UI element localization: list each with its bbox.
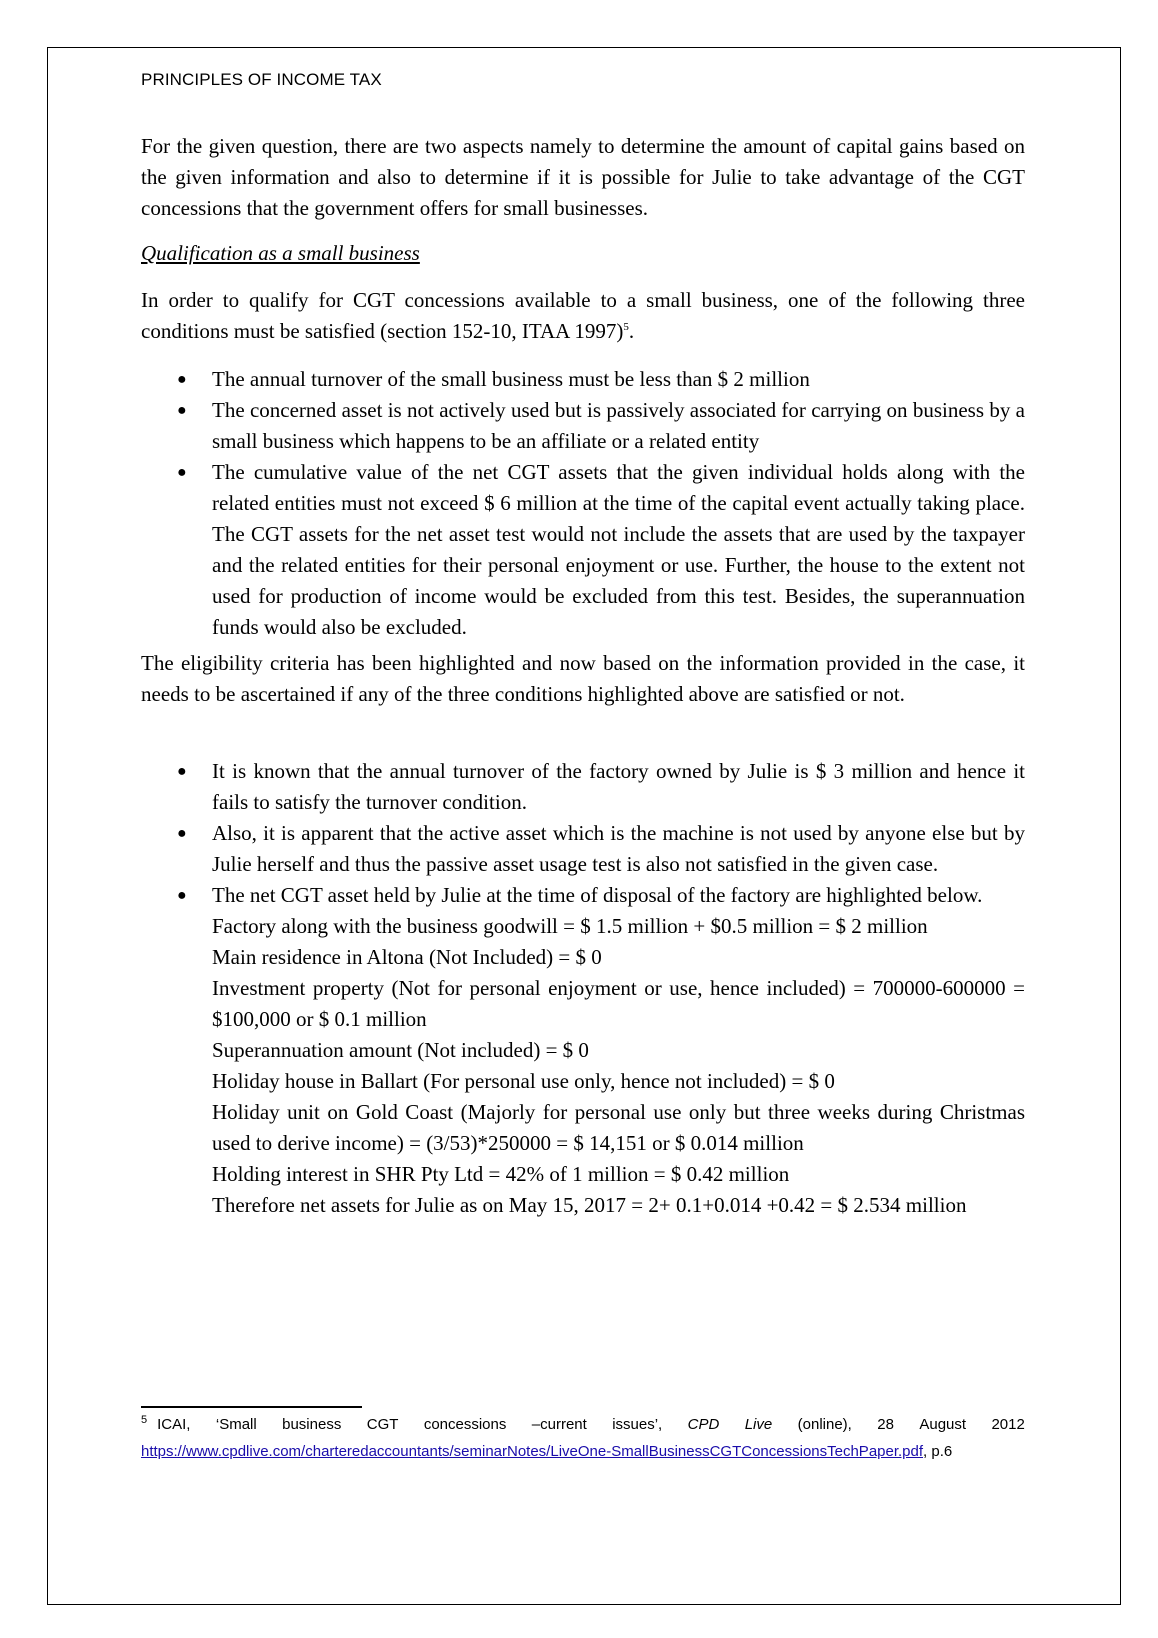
footnote-link-line [141,1439,1025,1465]
bullet-icon: ● [177,402,187,419]
asset-line-investment-property: Investment property (Not for personal enjoyment or use, hence included) = 700000-600000 = $100,000 or $ 0.1 million [212,976,1025,1031]
asset-line-superannuation: Superannuation amount (Not included) = $ 0 [212,1038,589,1062]
footnote-separator [141,1406,362,1408]
findings-list [141,756,1025,1221]
conditions-intro-text: In order to qualify for CGT concessions available to a small business, one of the following three conditions must be satisfied (section 152-10, ITAA 1997) [141,288,1025,343]
footnote-reference[interactable]: 5 [623,321,629,333]
bullet-icon: ● [177,763,187,780]
list-item [141,364,1025,395]
conditions-intro-paragraph [141,285,1025,347]
list-item [141,756,1025,818]
list-item-text: Also, it is apparent that the active asset which is the machine is not used by anyone else but by Julie herself and thus the passive asset usage test is also not satisfied in the given case. [212,821,1025,876]
list-item [141,457,1025,643]
footnote-word: concessions [423,1416,507,1433]
eligibility-paragraph: The eligibility criteria has been highlighted and now based on the information provided in the case, it needs to be ascertained if any of the three conditions highlighted above are satisfied or not. [141,651,1025,706]
footnote-word: issues’, [612,1416,663,1433]
conditions-intro-end: . [628,319,635,343]
footnote-number: 5 [141,1414,148,1426]
bullet-icon: ● [177,887,187,904]
bullet-icon: ● [177,371,187,388]
asset-line-factory: Factory along with the business goodwill = $ 1.5 million + $0.5 million = $ 2 million [212,914,928,938]
bullet-icon: ● [177,825,187,842]
footnote-word: 28 [877,1416,894,1433]
asset-line-shr-interest: Holding interest in SHR Pty Ltd = 42% of 1 million = $ 0.42 million [212,1162,790,1186]
asset-line-holiday-house: Holiday house in Ballart (For personal use only, hence not included) = $ 0 [212,1069,835,1093]
intro-paragraph: For the given question, there are two aspects namely to determine the amount of capital gains based on the given information and also to determine if it is possible for Julie to take advantage of the CGT concessions that the government offers for small businesses. [141,134,1025,220]
list-item-text: The concerned asset is not actively used but is passively associated for carrying on business by a small business which happens to be an affiliate or a related entity [212,398,1025,453]
footnote-word: 2012 [991,1416,1025,1433]
footnote [141,1412,1025,1465]
asset-line-holiday-unit: Holiday unit on Gold Coast (Majorly for personal use only but three weeks during Christmas used to derive income) = (3/53)*250000 = $ 14,151 or $ 0.014 million [212,1100,1025,1155]
asset-line-main-residence: Main residence in Altona (Not Included) = $ 0 [212,945,602,969]
bullet-icon: ● [177,464,187,481]
footnote-word: ‘Small [215,1416,257,1433]
list-item-text: It is known that the annual turnover of the factory owned by Julie is $ 3 million and hence it fails to satisfy the turnover condition. [212,759,1025,814]
list-item [141,880,1025,1221]
footnote-word: CPD [687,1416,720,1433]
footnote-citation [141,1412,1025,1439]
footnote-page: , p.6 [923,1443,953,1460]
footnote-word: –current [531,1416,587,1433]
running-header: PRINCIPLES OF INCOME TAX [141,70,382,89]
list-item-text: The net CGT asset held by Julie at the time of disposal of the factory are highlighted below. [212,883,983,907]
list-item-text: The annual turnover of the small business must be less than $ 2 million [212,367,810,391]
list-item-text: The cumulative value of the net CGT assets that the given individual holds along with the related entities must not exceed $ 6 million at the time of the capital event actually taking place. The CGT assets for the net asset test would not include the assets that are used by the taxpayer and the related entities for their personal enjoyment or use. Further, the house to the extent not used for production of income would be excluded from this test. Besides, the superannuation funds would also be excluded. [212,460,1025,639]
footnote-word: (online), [797,1416,852,1433]
section-heading: Qualification as a small business [141,241,420,265]
asset-line-total: Therefore net assets for Julie as on May 15, 2017 = 2+ 0.1+0.014 +0.42 = $ 2.534 million [212,1193,967,1217]
footnote-word: Live [744,1416,773,1433]
conditions-list [141,364,1025,643]
footnote-link[interactable]: https://www.cpdlive.com/charteredaccountants/seminarNotes/LiveOne-SmallBusinessCGTConcessionsTechPaper.pdf [141,1443,924,1460]
footnote-word: CGT [366,1416,399,1433]
footnote-word: August [919,1416,967,1433]
list-item [141,395,1025,457]
footnote-word-1: $^5$ ICAI, [141,1414,191,1433]
list-item [141,818,1025,880]
footnote-word: business [282,1416,342,1433]
